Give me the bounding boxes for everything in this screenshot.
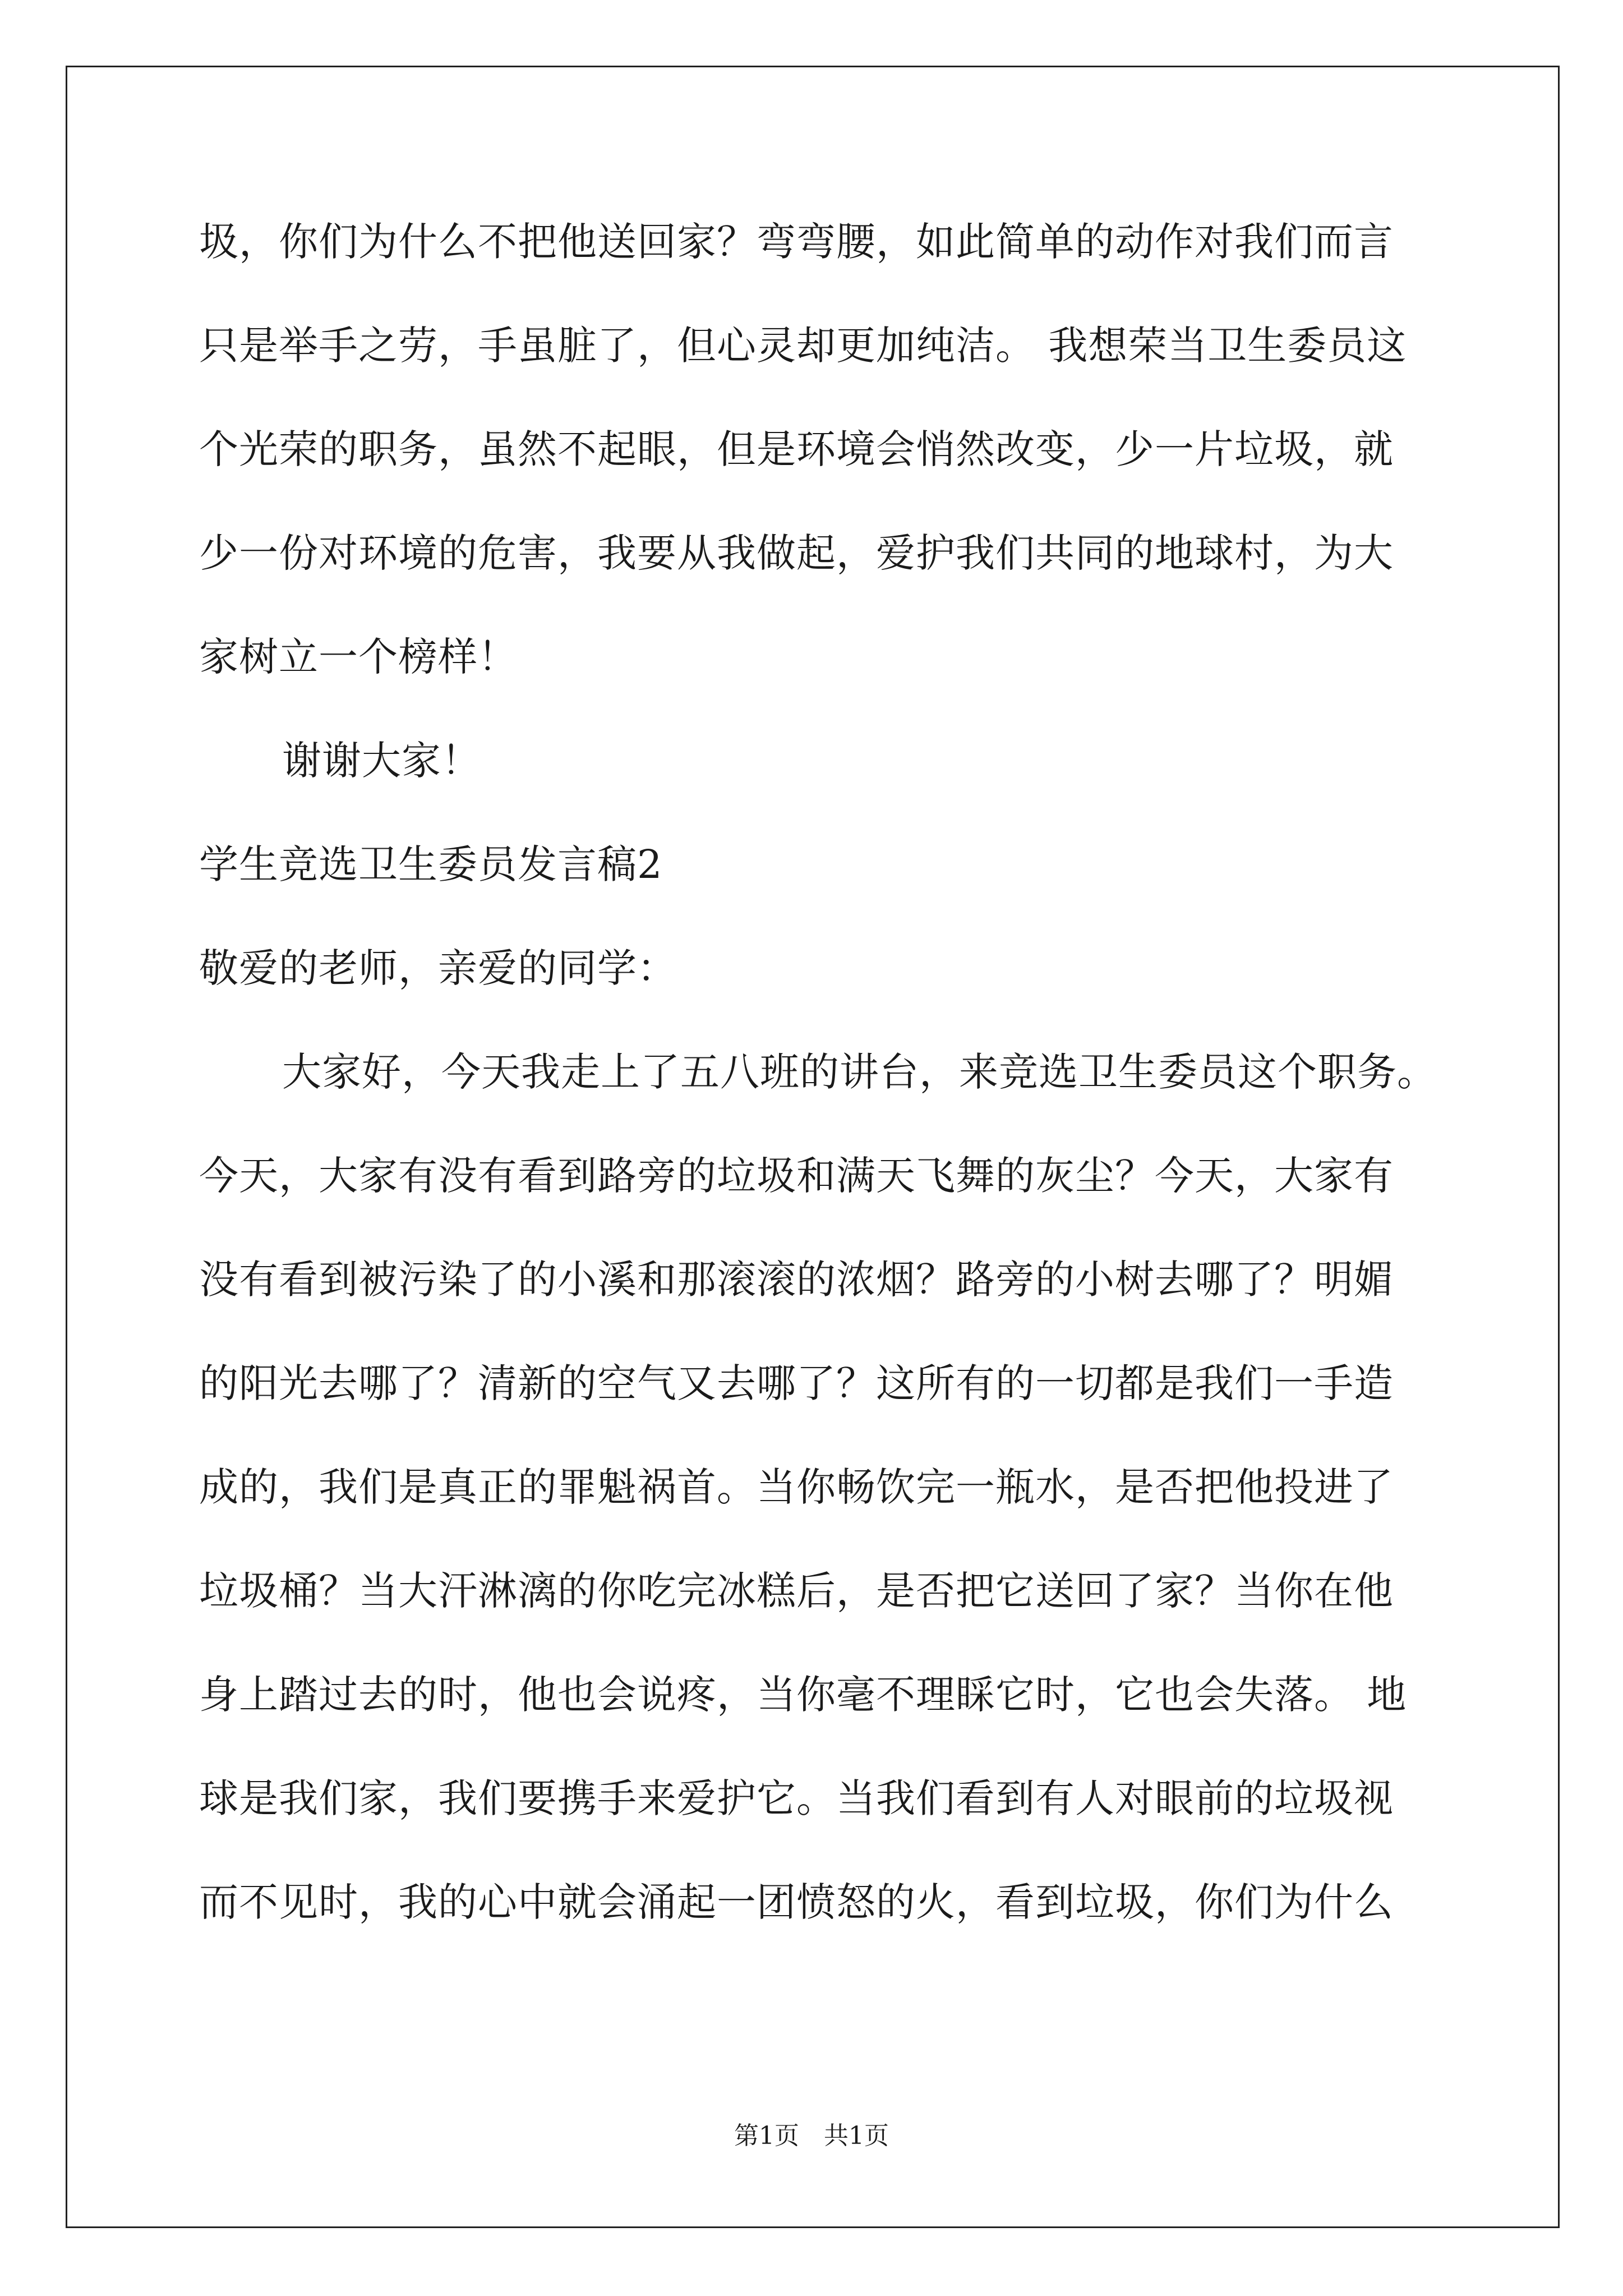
text-line: 没有看到被污染了的小溪和那滚滚的浓烟？路旁的小树去哪了？明媚: [199, 1257, 1394, 1303]
text-line: 的阳光去哪了？清新的空气又去哪了？这所有的一切都是我们一手造: [199, 1360, 1394, 1406]
text-line: 圾，你们为什么不把他送回家？弯弯腰，如此简单的动作对我们而言: [199, 219, 1394, 265]
section-title: 学生竞选卫生委员发言稿2: [199, 841, 663, 887]
text-line: 个光荣的职务，虽然不起眼，但是环境会悄然改变，少一片垃圾，就: [199, 426, 1394, 472]
salutation: 敬爱的老师，亲爱的同学：: [199, 945, 677, 991]
text-line: 家树立一个榜样！: [199, 634, 518, 680]
text-line: 今天，大家有没有看到路旁的垃圾和满天飞舞的灰尘？今天，大家有: [199, 1153, 1394, 1199]
text-line: 球是我们家，我们要携手来爱护它。当我们看到有人对眼前的垃圾视: [199, 1775, 1394, 1821]
page-number: 第1页 共1页: [734, 2122, 889, 2150]
text-line: 大家好，今天我走上了五八班的讲台，来竞选卫生委员这个职务。: [282, 1049, 1437, 1095]
text-line: 少一份对环境的危害，我要从我做起，爱护我们共同的地球村，为大: [199, 530, 1394, 576]
text-line: 谢谢大家！: [282, 738, 481, 784]
text-line: 而不见时，我的心中就会涌起一团愤怒的火，看到垃圾，你们为什么: [199, 1879, 1394, 1925]
text-line: 垃圾桶？当大汗淋漓的你吃完冰糕后，是否把它送回了家？当你在他: [199, 1568, 1394, 1614]
text-line: 成的，我们是真正的罪魁祸首。当你畅饮完一瓶水，是否把他投进了: [199, 1464, 1394, 1510]
text-line: 只是举手之劳，手虽脏了，但心灵却更加纯洁。 我想荣当卫生委员这: [199, 323, 1407, 369]
text-line: 身上踏过去的时，他也会说疼，当你毫不理睬它时，它也会失落。 地: [199, 1672, 1407, 1718]
